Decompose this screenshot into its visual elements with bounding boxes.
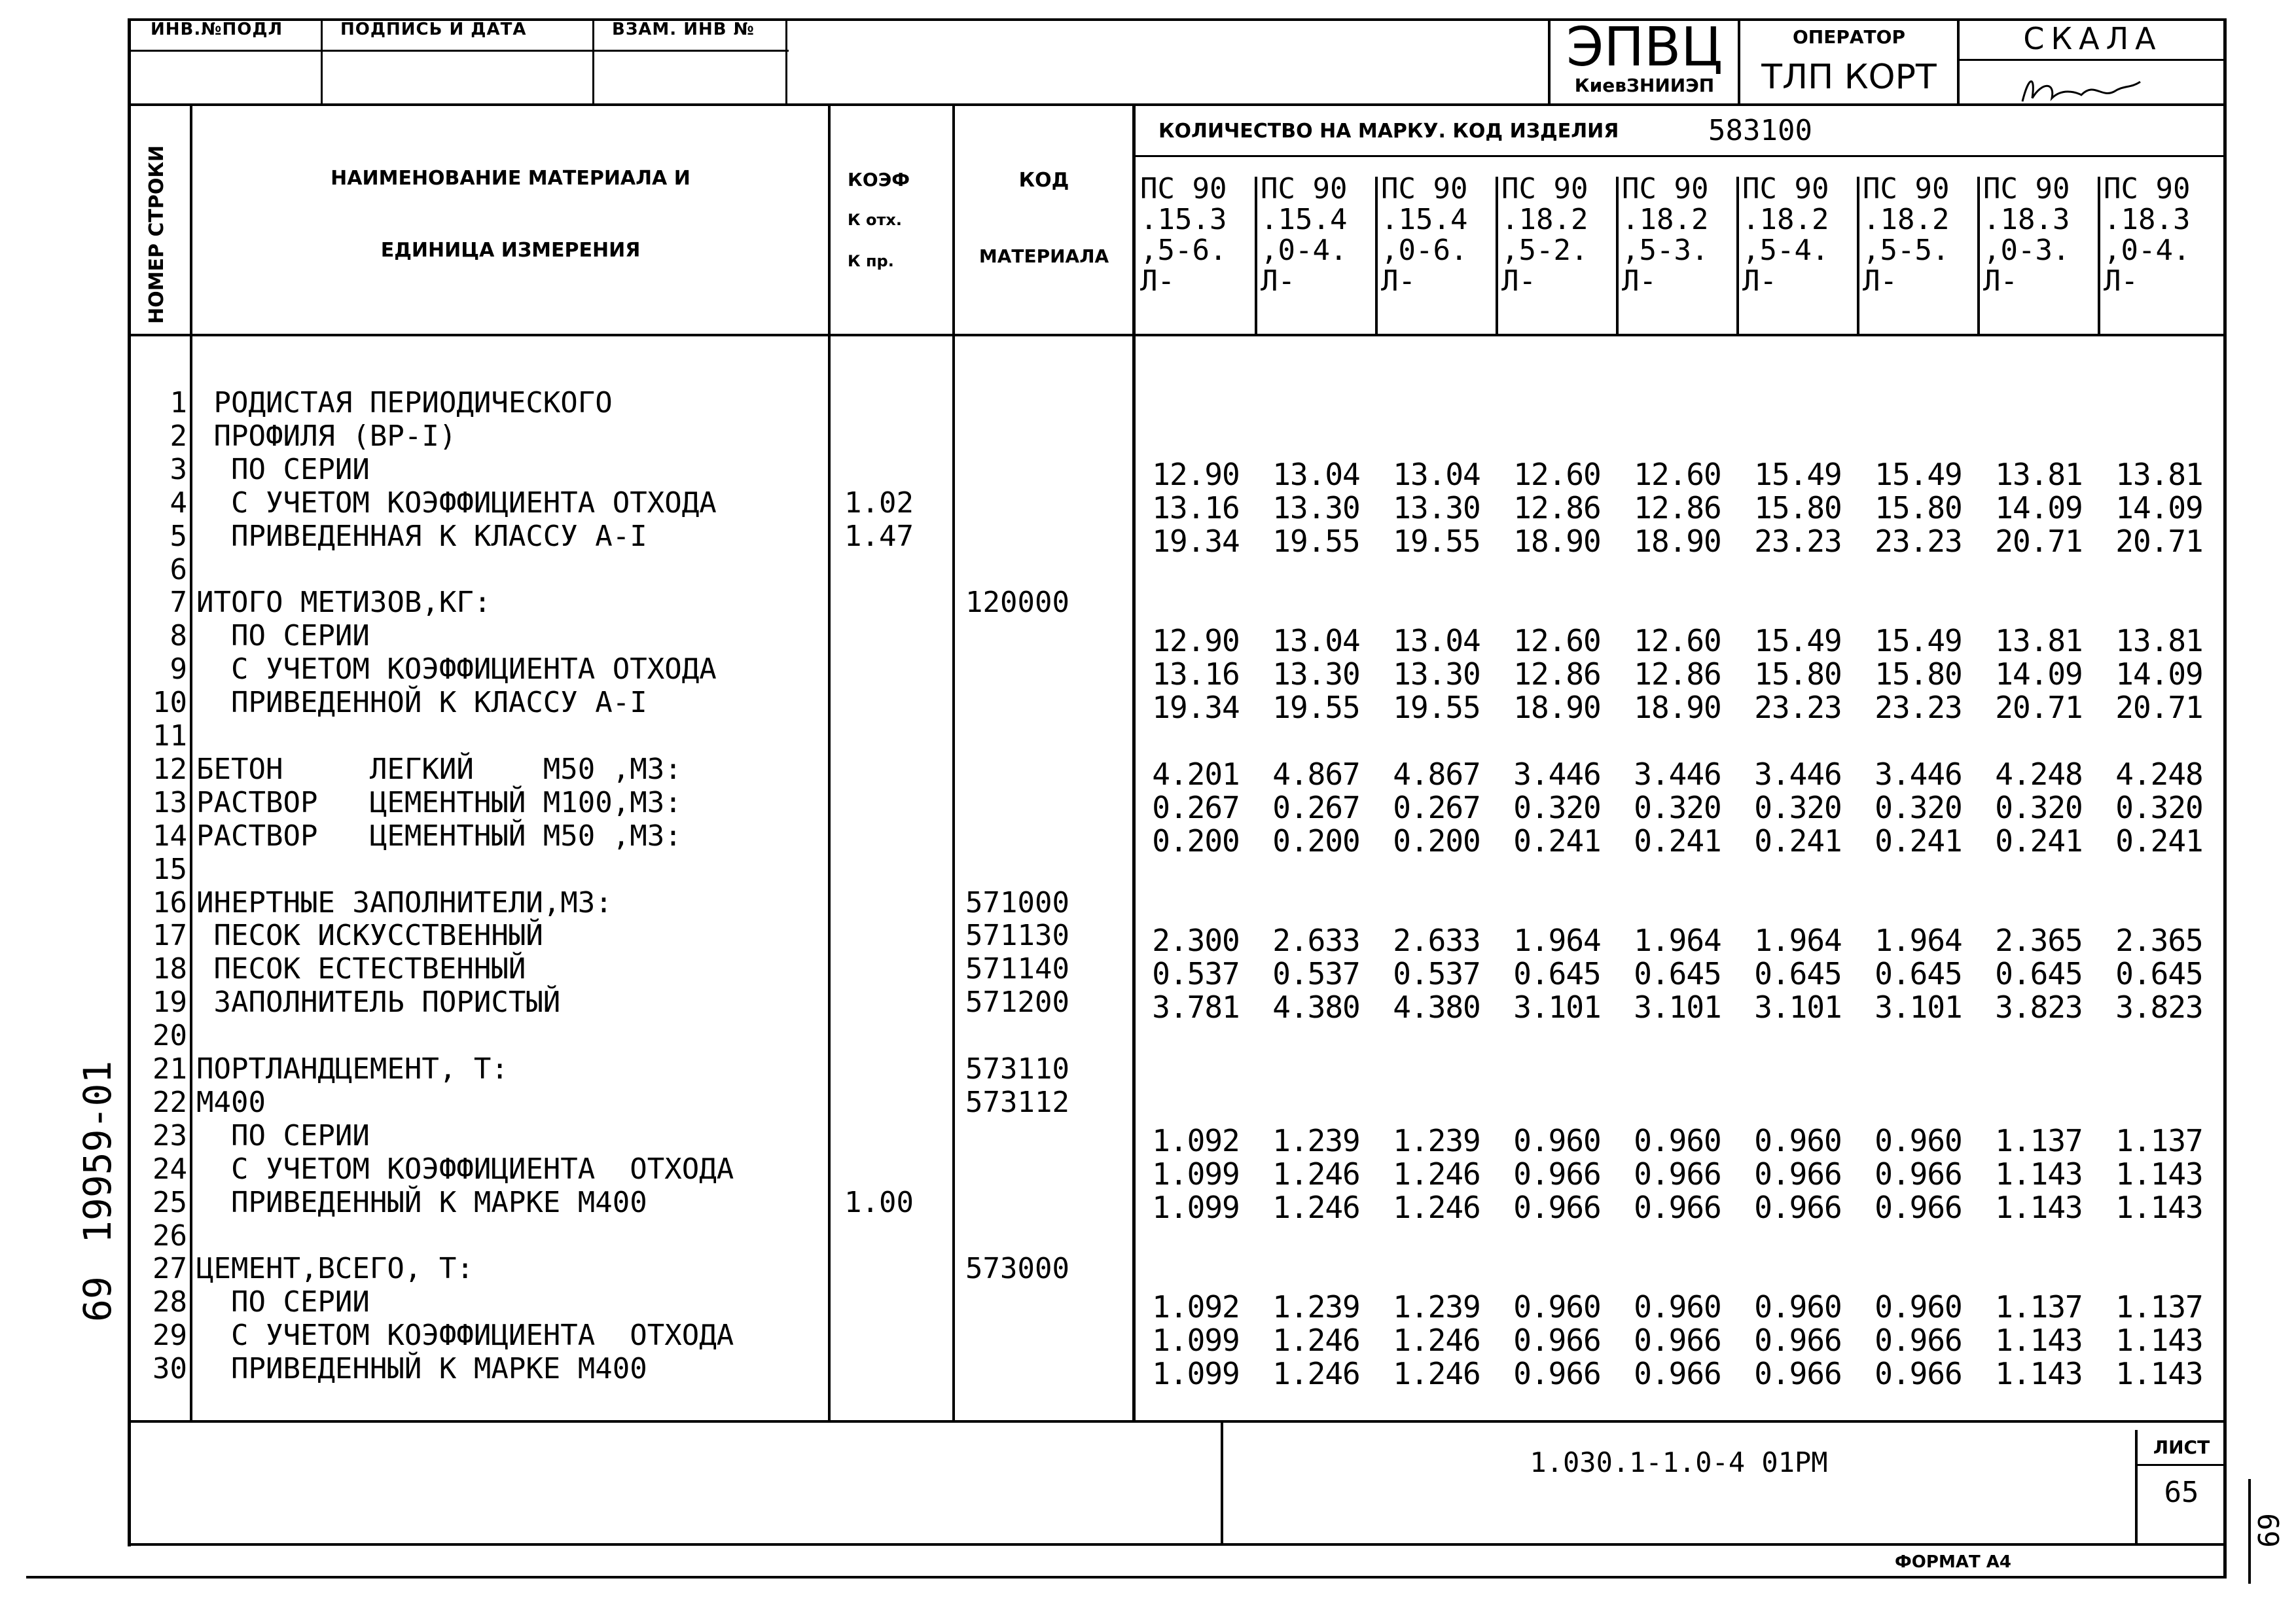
material-name: ИТОГО МЕТИЗОВ,КГ:	[196, 586, 492, 619]
quantity-cell: 0.645	[1634, 956, 1721, 991]
quantity-cell: 4.201	[1152, 757, 1240, 792]
footer-div1	[1221, 1420, 1223, 1544]
quantity-cell: 15.80	[1754, 490, 1842, 526]
quantity-cell: 3.101	[1754, 990, 1842, 1025]
quantity-cell: 0.241	[1995, 823, 2083, 859]
quantity-cell: 0.966	[1513, 1323, 1601, 1358]
material-name: РОДИСТАЯ ПЕРИОДИЧЕСКОГО	[196, 386, 613, 419]
quantity-cell: 14.09	[2115, 656, 2203, 692]
quantity-cell: 1.092	[1152, 1123, 1240, 1158]
quantity-cell: 2.633	[1393, 923, 1480, 958]
material-name: ПЕСОК ЕСТЕСТВЕННЫЙ	[196, 952, 526, 986]
quantity-cell: 1.137	[2115, 1123, 2203, 1158]
row-number: 4	[170, 486, 187, 520]
quantity-cell: 0.320	[1874, 790, 1962, 825]
quantity-cell: 0.241	[1513, 823, 1601, 859]
quantity-cell: 0.320	[1634, 790, 1721, 825]
quantity-cell: 1.143	[2115, 1323, 2203, 1358]
quantity-cell: 2.365	[1995, 923, 2083, 958]
row-number: 2	[170, 419, 187, 453]
quantity-cell: 4.380	[1272, 990, 1360, 1025]
quantity-cell: 13.04	[1393, 623, 1480, 658]
row-number: 3	[170, 453, 187, 486]
operator-label: ОПЕРАТОР	[1793, 26, 1905, 48]
material-name: РАСТВОР ЦЕМЕНТНЫЙ М100,М3:	[196, 786, 682, 819]
quantity-cell: 0.960	[1754, 1123, 1842, 1158]
row-number: 13	[152, 786, 187, 819]
quantity-cell: 0.537	[1393, 956, 1480, 991]
quantity-cell: 18.90	[1513, 524, 1601, 559]
sheet-box-mid	[2135, 1464, 2225, 1466]
quantity-cell: 0.645	[2115, 956, 2203, 991]
material-name: С УЧЕТОМ КОЭФФИЦИЕНТА ОТХОДА	[196, 1152, 734, 1186]
row-number: 22	[152, 1086, 187, 1119]
quantity-cell: 15.80	[1754, 656, 1842, 692]
material-name: ПРОФИЛЯ (ВР-I)	[196, 419, 457, 453]
quantity-cell: 4.248	[2115, 757, 2203, 792]
material-name: ПО СЕРИИ	[196, 453, 370, 486]
quantity-cell: 2.300	[1152, 923, 1240, 958]
material-name: М400	[196, 1086, 266, 1119]
quantity-cell: 13.81	[1995, 457, 2083, 492]
material-name: ПРИВЕДЕННАЯ К КЛАССУ А-I	[196, 520, 647, 553]
material-name: ПРИВЕДЕННЫЙ К МАРКЕ М400	[196, 1352, 647, 1385]
quantity-cell: 3.446	[1874, 757, 1962, 792]
row-number: 20	[152, 1019, 187, 1052]
quantity-cell: 12.60	[1513, 457, 1601, 492]
quantity-cell: 13.04	[1272, 623, 1360, 658]
coefficient-value: 1.02	[844, 486, 914, 520]
product-column-1: ПС 90 .15.3 ,5-6. Л-	[1140, 172, 1227, 298]
quantity-cell: 2.633	[1272, 923, 1360, 958]
quantity-cell: 19.34	[1152, 690, 1240, 725]
qty-label-line	[1136, 155, 2225, 157]
quantity-cell: 0.966	[1513, 1156, 1601, 1192]
top-strip-div3	[785, 18, 787, 103]
corner-number: 69	[2253, 1513, 2286, 1548]
quantity-cell: 1.137	[2115, 1289, 2203, 1325]
quantity-cell: 15.49	[1874, 457, 1962, 492]
quantity-cell: 19.55	[1393, 524, 1480, 559]
quantity-cell: 1.246	[1272, 1156, 1360, 1192]
body-bottom-line	[128, 1420, 2225, 1423]
row-number: 21	[152, 1052, 187, 1086]
quantity-cell: 15.49	[1754, 457, 1842, 492]
quantity-cell: 15.49	[1754, 623, 1842, 658]
name-label-1: НАИМЕНОВАНИЕ МАТЕРИАЛА И	[331, 167, 691, 190]
quantity-cell: 0.960	[1634, 1123, 1721, 1158]
quantity-cell: 0.966	[1634, 1356, 1721, 1391]
quantity-cell: 0.241	[1754, 823, 1842, 859]
row-number: 23	[152, 1119, 187, 1152]
quantity-cell: 23.23	[1874, 690, 1962, 725]
quantity-cell: 1.099	[1152, 1356, 1240, 1391]
quantity-cell: 13.16	[1152, 656, 1240, 692]
quantity-cell: 3.101	[1513, 990, 1601, 1025]
quantity-cell: 0.267	[1272, 790, 1360, 825]
material-name: ПРИВЕДЕННОЙ К КЛАССУ А-I	[196, 686, 647, 719]
quantity-cell: 0.241	[1874, 823, 1962, 859]
quantity-cell: 1.964	[1874, 923, 1962, 958]
quantity-cell: 1.246	[1393, 1190, 1480, 1225]
quantity-cell: 19.55	[1272, 524, 1360, 559]
quantity-cell: 1.964	[1634, 923, 1721, 958]
quantity-cell: 0.960	[1513, 1123, 1601, 1158]
quantity-cell: 13.04	[1272, 457, 1360, 492]
row-number: 7	[170, 586, 187, 619]
quantity-cell: 0.200	[1393, 823, 1480, 859]
top-strip-div1	[321, 18, 323, 103]
skala-label: СКАЛА	[2023, 21, 2162, 56]
side-stamp-number: 19959-01	[75, 1060, 120, 1243]
row-number: 9	[170, 652, 187, 686]
quantity-cell: 0.966	[1634, 1323, 1721, 1358]
quantity-cell: 19.55	[1272, 690, 1360, 725]
quantity-cell: 4.867	[1393, 757, 1480, 792]
quantity-cell: 13.16	[1152, 490, 1240, 526]
quantity-cell: 3.446	[1634, 757, 1721, 792]
col-line-rownum	[190, 103, 192, 1422]
top-strip-div2	[592, 18, 594, 103]
material-name: ПО СЕРИИ	[196, 1119, 370, 1152]
quantity-cell: 13.81	[1995, 623, 2083, 658]
operator-value: ТЛП КОРТ	[1761, 58, 1937, 97]
quantity-cell: 20.71	[2115, 524, 2203, 559]
quantity-cell: 1.143	[2115, 1156, 2203, 1192]
quantity-cell: 0.966	[1513, 1190, 1601, 1225]
quantity-cell: 0.966	[1754, 1156, 1842, 1192]
quantity-cell: 13.81	[2115, 457, 2203, 492]
quantity-cell: 1.099	[1152, 1323, 1240, 1358]
quantity-cell: 18.90	[1634, 690, 1721, 725]
quantity-cell: 0.241	[2115, 823, 2203, 859]
material-name: С УЧЕТОМ КОЭФФИЦИЕНТА ОТХОДА	[196, 486, 717, 520]
quantity-cell: 1.964	[1754, 923, 1842, 958]
quantity-cell: 1.246	[1272, 1356, 1360, 1391]
row-number: 12	[152, 753, 187, 786]
quantity-cell: 12.86	[1634, 656, 1721, 692]
quantity-cell: 12.86	[1513, 490, 1601, 526]
row-number: 17	[152, 919, 187, 952]
material-code: 571140	[965, 952, 1069, 986]
row-number: 10	[152, 686, 187, 719]
title-block-left	[1548, 18, 1551, 103]
quantity-cell: 2.365	[2115, 923, 2203, 958]
quantity-label: КОЛИЧЕСТВО НА МАРКУ. КОД ИЗДЕЛИЯ	[1158, 120, 1619, 143]
side-page-number: 69	[75, 1276, 120, 1322]
quantity-cell: 1.143	[1995, 1190, 2083, 1225]
quantity-cell: 0.966	[1513, 1356, 1601, 1391]
quantity-cell: 12.90	[1152, 457, 1240, 492]
quantity-cell: 0.966	[1634, 1190, 1721, 1225]
material-name: ПОРТЛАНДЦЕМЕНТ, Т:	[196, 1052, 509, 1086]
coefficient-value: 1.00	[844, 1186, 914, 1219]
material-code: 573110	[965, 1052, 1069, 1086]
quantity-cell: 1.137	[1995, 1123, 2083, 1158]
quantity-cell: 0.960	[1634, 1289, 1721, 1325]
quantity-cell: 13.04	[1393, 457, 1480, 492]
quantity-cell: 3.823	[2115, 990, 2203, 1025]
header-bottom-line	[128, 334, 2225, 336]
quantity-cell: 18.90	[1634, 524, 1721, 559]
outer-right-line	[2248, 1479, 2251, 1584]
quantity-cell: 1.143	[1995, 1323, 2083, 1358]
material-name: РАСТВОР ЦЕМЕНТНЫЙ М50 ,М3:	[196, 819, 682, 853]
quantity-cell: 20.71	[1995, 524, 2083, 559]
quantity-cell: 1.239	[1272, 1123, 1360, 1158]
quantity-cell: 12.60	[1634, 623, 1721, 658]
inv-podl-label: ИНВ.№ПОДЛ	[151, 20, 283, 39]
quantity-cell: 1.099	[1152, 1156, 1240, 1192]
quantity-cell: 0.645	[1754, 956, 1842, 991]
podpis-label: ПОДПИСЬ И ДАТА	[340, 20, 527, 39]
quantity-cell: 1.239	[1393, 1123, 1480, 1158]
quantity-cell: 0.966	[1874, 1323, 1962, 1358]
row-number-label: НОМЕР СТРОКИ	[145, 145, 168, 324]
coef-label-3: К пр.	[848, 252, 894, 270]
quantity-cell: 23.23	[1874, 524, 1962, 559]
quantity-cell: 13.81	[2115, 623, 2203, 658]
quantity-cell: 0.960	[1874, 1289, 1962, 1325]
quantity-cell: 3.101	[1874, 990, 1962, 1025]
row-number: 16	[152, 886, 187, 919]
quantity-cell: 0.966	[1754, 1323, 1842, 1358]
product-column-9: ПС 90 .18.3 ,0-4. Л-	[2104, 172, 2191, 298]
row-number: 18	[152, 952, 187, 986]
quantity-cell: 0.320	[1754, 790, 1842, 825]
signature	[2016, 69, 2160, 108]
name-label-2: ЕДИНИЦА ИЗМЕРЕНИЯ	[380, 239, 641, 262]
footer-bottom-line	[128, 1543, 2225, 1546]
quantity-cell: 0.966	[1874, 1156, 1962, 1192]
quantity-cell: 18.90	[1513, 690, 1601, 725]
vzam-label: ВЗАМ. ИНВ №	[612, 20, 755, 39]
quantity-cell: 0.320	[2115, 790, 2203, 825]
quantity-cell: 3.781	[1152, 990, 1240, 1025]
quantity-cell: 0.645	[1995, 956, 2083, 991]
product-column-4: ПС 90 .18.2 ,5-2. Л-	[1501, 172, 1588, 298]
quantity-cell: 0.267	[1393, 790, 1480, 825]
quantity-cell: 12.60	[1634, 457, 1721, 492]
quantity-cell: 0.241	[1634, 823, 1721, 859]
row-number: 5	[170, 520, 187, 553]
quantity-cell: 0.320	[1995, 790, 2083, 825]
material-name: ПО СЕРИИ	[196, 1285, 370, 1319]
row-number: 15	[152, 853, 187, 886]
row-number: 30	[152, 1352, 187, 1385]
quantity-cell: 20.71	[1995, 690, 2083, 725]
quantity-cell: 1.137	[1995, 1289, 2083, 1325]
quantity-cell: 14.09	[2115, 490, 2203, 526]
quantity-cell: 1.246	[1272, 1323, 1360, 1358]
material-name: ЦЕМЕНТ,ВСЕГО, Т:	[196, 1252, 474, 1285]
quantity-cell: 0.960	[1754, 1289, 1842, 1325]
quantity-cell: 13.30	[1272, 490, 1360, 526]
quantity-cell: 4.867	[1272, 757, 1360, 792]
material-code: 571000	[965, 886, 1069, 919]
row-number: 29	[152, 1319, 187, 1352]
quantity-cell: 12.86	[1513, 656, 1601, 692]
coefficient-value: 1.47	[844, 520, 914, 553]
quantity-cell: 13.30	[1393, 490, 1480, 526]
quantity-cell: 13.30	[1393, 656, 1480, 692]
quantity-cell: 0.960	[1874, 1123, 1962, 1158]
row-number: 1	[170, 386, 187, 419]
row-number: 27	[152, 1252, 187, 1285]
material-name: ЗАПОЛНИТЕЛЬ ПОРИСТЫЙ	[196, 986, 561, 1019]
title-block-div2	[1957, 18, 1960, 103]
material-code: 573112	[965, 1086, 1069, 1119]
quantity-cell: 23.23	[1754, 690, 1842, 725]
quantity-cell: 0.200	[1272, 823, 1360, 859]
quantity-cell: 0.645	[1874, 956, 1962, 991]
quantity-cell: 1.092	[1152, 1289, 1240, 1325]
title-block-div1	[1738, 18, 1740, 103]
quantity-cell: 14.09	[1995, 490, 2083, 526]
quantity-cell: 1.246	[1393, 1156, 1480, 1192]
quantity-cell: 0.966	[1874, 1356, 1962, 1391]
quantity-cell: 0.537	[1152, 956, 1240, 991]
quantity-cell: 1.964	[1513, 923, 1601, 958]
quantity-cell: 12.90	[1152, 623, 1240, 658]
quantity-cell: 14.09	[1995, 656, 2083, 692]
material-name: ПЕСОК ИСКУССТВЕННЫЙ	[196, 919, 543, 952]
quantity-cell: 1.239	[1393, 1289, 1480, 1325]
quantity-cell: 3.446	[1754, 757, 1842, 792]
sheet-label: ЛИСТ	[2153, 1436, 2210, 1458]
quantity-cell: 13.30	[1272, 656, 1360, 692]
material-code: 571130	[965, 919, 1069, 952]
material-name: БЕТОН ЛЕГКИЙ М50 ,М3:	[196, 753, 682, 786]
quantity-cell: 0.966	[1754, 1190, 1842, 1225]
product-column-2: ПС 90 .15.4 ,0-4. Л-	[1261, 172, 1348, 298]
row-number: 24	[152, 1152, 187, 1186]
quantity-cell: 23.23	[1754, 524, 1842, 559]
title-block-mid	[1957, 59, 2225, 61]
code-label-2: МАТЕРИАЛА	[978, 245, 1109, 267]
material-name: С УЧЕТОМ КОЭФФИЦИЕНТА ОТХОДА	[196, 1319, 734, 1352]
quantity-cell: 19.55	[1393, 690, 1480, 725]
row-number: 14	[152, 819, 187, 853]
frame-bottom-line	[26, 1576, 2227, 1578]
quantity-cell: 12.60	[1513, 623, 1601, 658]
quantity-cell: 3.823	[1995, 990, 2083, 1025]
material-name: ПРИВЕДЕННЫЙ К МАРКЕ М400	[196, 1186, 647, 1219]
coef-label-2: К отх.	[848, 211, 902, 229]
quantity-cell: 1.246	[1272, 1190, 1360, 1225]
material-name: ИНЕРТНЫЕ ЗАПОЛНИТЕЛИ,М3:	[196, 886, 613, 919]
frame-right-line	[2223, 18, 2227, 1576]
col-line-coef	[952, 103, 955, 1422]
product-column-7: ПС 90 .18.2 ,5-5. Л-	[1863, 172, 1950, 298]
row-number: 25	[152, 1186, 187, 1219]
quantity-cell: 15.80	[1874, 656, 1962, 692]
quantity-cell: 3.446	[1513, 757, 1601, 792]
quantity-cell: 15.80	[1874, 490, 1962, 526]
quantity-cell: 0.267	[1152, 790, 1240, 825]
quantity-cell: 0.200	[1152, 823, 1240, 859]
material-code: 120000	[965, 586, 1069, 619]
material-name: ПО СЕРИИ	[196, 619, 370, 652]
material-name: С УЧЕТОМ КОЭФФИЦИЕНТА ОТХОДА	[196, 652, 717, 686]
row-number: 6	[170, 553, 187, 586]
product-column-3: ПС 90 .15.4 ,0-6. Л-	[1381, 172, 1468, 298]
quantity-cell: 1.099	[1152, 1190, 1240, 1225]
quantity-cell: 0.537	[1272, 956, 1360, 991]
row-number: 28	[152, 1285, 187, 1319]
quantity-cell: 4.380	[1393, 990, 1480, 1025]
code-label-1: КОД	[1018, 169, 1069, 192]
quantity-cell: 1.239	[1272, 1289, 1360, 1325]
format-label: ФОРМАТ А4	[1895, 1552, 2011, 1572]
row-number: 8	[170, 619, 187, 652]
quantity-cell: 0.966	[1874, 1190, 1962, 1225]
quantity-cell: 4.248	[1995, 757, 2083, 792]
material-code: 573000	[965, 1252, 1069, 1285]
quantity-cell: 20.71	[2115, 690, 2203, 725]
product-column-5: ПС 90 .18.2 ,5-3. Л-	[1622, 172, 1709, 298]
quantity-cell: 0.960	[1513, 1289, 1601, 1325]
quantity-cell: 1.143	[1995, 1356, 2083, 1391]
product-column-6: ПС 90 .18.2 ,5-4. Л-	[1742, 172, 1829, 298]
quantity-cell: 1.246	[1393, 1356, 1480, 1391]
system-org: КиевЗНИИЭП	[1574, 75, 1715, 96]
row-number: 26	[152, 1219, 187, 1253]
quantity-cell: 19.34	[1152, 524, 1240, 559]
system-name: ЭПВЦ	[1566, 16, 1723, 79]
quantity-cell: 0.320	[1513, 790, 1601, 825]
quantity-cell: 0.645	[1513, 956, 1601, 991]
document-code: 1.030.1-1.0-4 01РМ	[1530, 1446, 1828, 1478]
quantity-cell: 0.966	[1634, 1156, 1721, 1192]
quantity-cell: 3.101	[1634, 990, 1721, 1025]
quantity-cell: 1.143	[2115, 1356, 2203, 1391]
header-top-line	[128, 103, 2225, 106]
row-number: 11	[152, 719, 187, 753]
coef-label-1: КОЭФ	[848, 169, 910, 190]
quantity-cell: 1.143	[1995, 1156, 2083, 1192]
quantity-cell: 15.49	[1874, 623, 1962, 658]
product-column-8: ПС 90 .18.3 ,0-3. Л-	[1983, 172, 2070, 298]
sheet-number: 65	[2164, 1476, 2199, 1509]
quantity-cell: 12.86	[1634, 490, 1721, 526]
quantity-cell: 1.246	[1393, 1323, 1480, 1358]
quantity-cell: 1.143	[2115, 1190, 2203, 1225]
material-code: 571200	[965, 986, 1069, 1019]
row-number: 19	[152, 986, 187, 1019]
product-code: 583100	[1708, 114, 1812, 147]
top-strip-bottom-line	[128, 50, 789, 52]
quantity-cell: 0.966	[1754, 1356, 1842, 1391]
